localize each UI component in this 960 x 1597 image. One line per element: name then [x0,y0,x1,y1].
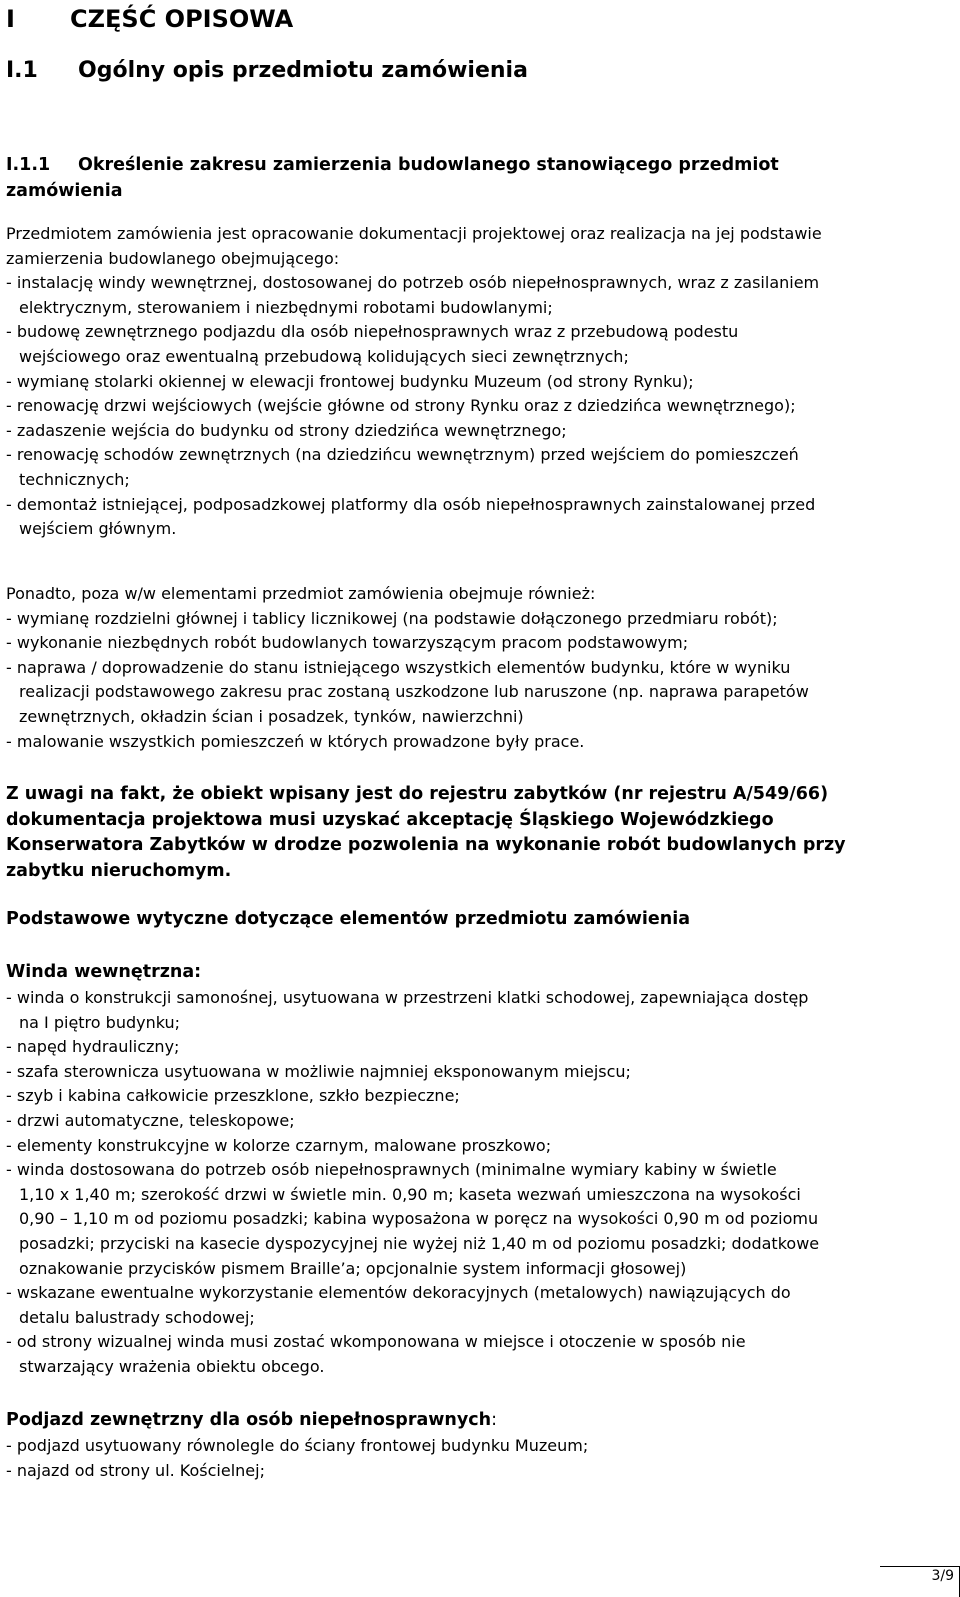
ramp-title-text: Podjazd zewnętrzny dla osób niepełnosprawnych [6,1410,492,1430]
list-item: - winda dostosowana do potrzeb osób niepełnosprawnych (minimalne wymiary kabiny w świetle [6,1160,777,1180]
ramp-title [6,1410,497,1430]
list-item-continuation: elektrycznym, sterowaniem i niezbędnymi robotami budowlanymi; [19,297,553,317]
heading-3-number: I.1.1 [6,155,51,175]
heading-3-title-line-1: Określenie zakresu zamierzenia budowlanego stanowiącego przedmiot [78,155,779,175]
section-heading-1 [6,5,293,33]
list-item-continuation: realizacji podstawowego zakresu prac zostaną uszkodzone lub naruszone (np. naprawa parapetów [19,682,809,702]
list-item: - budowę zewnętrznego podjazdu dla osób niepełnosprawnych wraz z przebudową podestu [6,322,739,342]
list-item-continuation: technicznych; [19,469,130,489]
list-item: - drzwi automatyczne, teleskopowe; [6,1110,295,1130]
list-item: - wymianę rozdzielni głównej i tablicy licznikowej (na podstawie dołączonego przedmiaru robót); [6,608,778,628]
list-item-continuation: posadzki; przyciski na kasecie dyspozycyjnej nie wyżej niż 1,40 m od poziomu posadzki; dodatkowe [19,1233,820,1253]
list-item-continuation: detalu balustrady schodowej; [19,1307,255,1327]
list-item: - winda o konstrukcji samonośnej, usytuowana w przestrzeni klatki schodowej, zapewniająca dostęp [6,988,809,1007]
elevator-title: Winda wewnętrzna: [6,962,202,982]
list-item: - od strony wizualnej winda musi zostać wkomponowana w miejsce i otoczenie w sposób nie [6,1332,746,1352]
section-heading-2 [6,58,528,83]
elevator-list [6,986,954,1380]
notice-line: Konserwatora Zabytków w drodze pozwolenia na wykonanie robót budowlanych przy [6,835,846,855]
list-item-continuation: wejściowego oraz ewentualną przebudową kolidujących sieci zewnętrznych; [19,346,629,366]
footer-divider [880,1566,960,1567]
text-line: zamierzenia budowlanego obejmującego: [6,248,340,268]
list-item: - naprawa / doprowadzenie do stanu istniejącego wszystkich elementów budynku, które w wyniku [6,657,791,677]
list-item: - napęd hydrauliczny; [6,1037,180,1057]
list-item: - szyb i kabina całkowicie przeszklone, szkło bezpieczne; [6,1086,460,1106]
guidelines-title: Podstawowe wytyczne dotyczące elementów przedmiotu zamówienia [6,909,691,929]
list-item: - renowację drzwi wejściowych (wejście główne od strony Rynku oraz z dziedzińca wewnętrznego); [6,396,796,416]
heading-3-title-line-2: zamówienia [6,181,123,201]
list-item: - renowację schodów zewnętrznych (na dziedzińcu wewnętrznym) przed wejściem do pomieszczeń [6,445,799,465]
list-item: - wskazane ewentualne wykorzystanie elementów dekoracyjnych (metalowych) nawiązujących do [6,1283,791,1303]
ramp-title-colon: : [491,1410,498,1430]
list-item: - instalację windy wewnętrznej, dostosowanej do potrzeb osób niepełnosprawnych, wraz z zasilaniem [6,273,820,293]
heritage-notice [6,782,954,884]
list-item: - malowanie wszystkich pomieszczeń w których prowadzone były prace. [6,731,585,751]
list-item-continuation: na I piętro budynku; [19,1012,181,1032]
text-line: Przedmiotem zamówienia jest opracowanie dokumentacji projektowej oraz realizacja na jej podstawie [6,224,822,243]
notice-line: Z uwagi na fakt, że obiekt wpisany jest do rejestru zabytków (nr rejestru A/549/66) [6,784,829,804]
notice-line: zabytku nieruchomym. [6,860,232,881]
page-number: 3/9 [931,1568,954,1584]
list-item: - wykonanie niezbędnych robót budowlanych towarzyszącym pracom podstawowym; [6,633,689,653]
list-item-continuation: stwarzający wrażenia obiektu obcego. [19,1356,325,1376]
list-item: - zadaszenie wejścia do budynku od strony dziedzińca wewnętrznego; [6,420,567,440]
list-item: - szafa sterownicza usytuowana w możliwie najmniej eksponowanym miejscu; [6,1061,631,1081]
list-item-continuation: zewnętrznych, okładzin ścian i posadzek, tynków, nawierzchni) [19,706,524,726]
list-item-continuation: oznakowanie przycisków pismem Braille’a; opcjonalnie system informacji głosowej) [19,1258,687,1278]
text-line: Ponadto, poza w/w elementami przedmiot zamówienia obejmuje również: [6,584,596,603]
additional-scope-paragraph [6,582,954,754]
ramp-list [6,1434,954,1483]
notice-line: dokumentacja projektowa musi uzyskać akceptację Śląskiego Wojewódzkiego [6,809,774,830]
heading-2-number: I.1 [6,58,38,83]
intro-paragraph [6,222,954,542]
list-item: - podjazd usytuowany równolegle do ściany frontowej budynku Muzeum; [6,1436,589,1455]
list-item: - demontaż istniejącej, podposadzkowej platformy dla osób niepełnosprawnych zainstalowanej przed [6,494,816,514]
list-item: - najazd od strony ul. Kościelnej; [6,1460,265,1480]
heading-1-number: I [6,5,15,33]
list-item-continuation: wejściem głównym. [19,519,177,539]
list-item: - elementy konstrukcyjne w kolorze czarnym, malowane proszkowo; [6,1135,552,1155]
list-item: - wymianę stolarki okiennej w elewacji frontowej budynku Muzeum (od strony Rynku); [6,371,694,391]
heading-2-title: Ogólny opis przedmiotu zamówienia [78,58,528,83]
heading-1-title: CZĘŚĆ OPISOWA [70,5,294,33]
section-heading-3 [6,152,878,204]
list-item-continuation: 0,90 – 1,10 m od poziomu posadzki; kabina wyposażona w poręcz na wysokości 0,90 m od poziomu [19,1209,819,1229]
list-item-continuation: 1,10 x 1,40 m; szerokość drzwi w świetle min. 0,90 m; kaseta wezwań umieszczona na wysokości [19,1184,801,1204]
